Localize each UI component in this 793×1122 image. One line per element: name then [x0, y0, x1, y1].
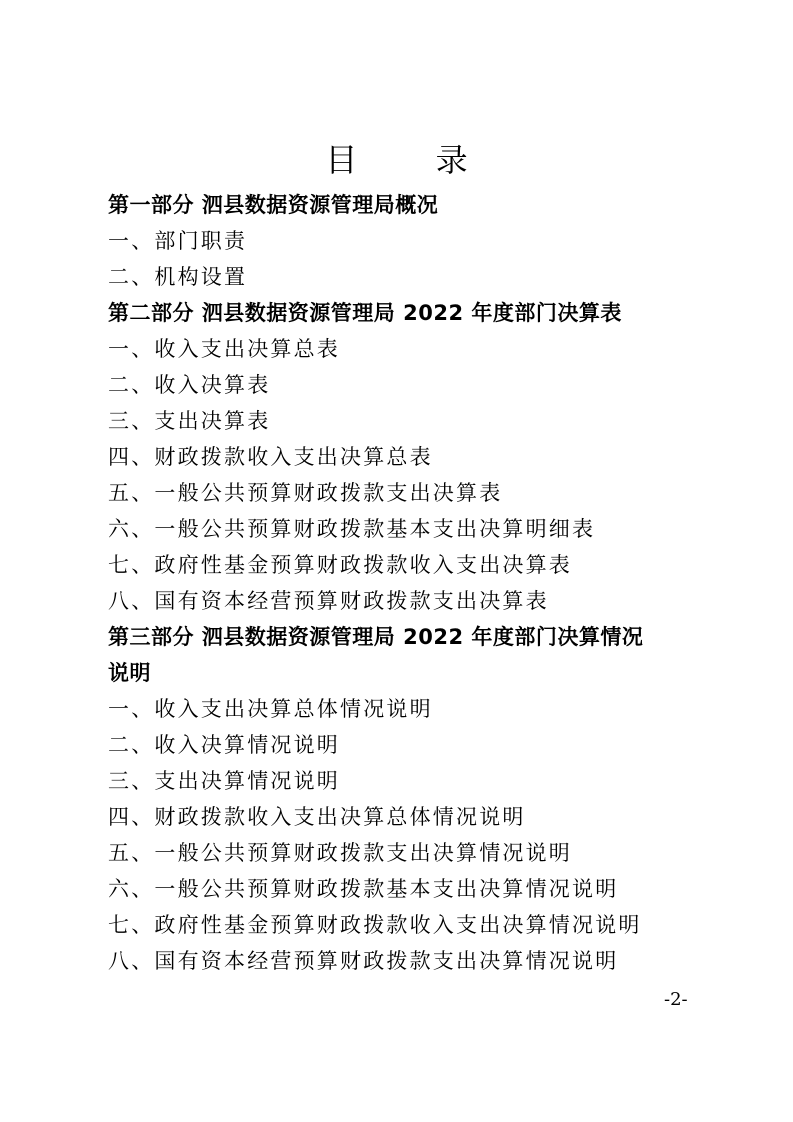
page-number: -2-	[664, 989, 688, 1010]
toc-section-heading: 第一部分 泗县数据资源管理局概况	[108, 193, 439, 217]
toc-entry: 七、政府性基金预算财政拨款收入支出决算表	[108, 553, 572, 577]
toc-entry: 四、财政拨款收入支出决算总体情况说明	[108, 805, 526, 829]
toc-entry: 一、部门职责	[108, 229, 248, 253]
toc-entry: 四、财政拨款收入支出决算总表	[108, 445, 433, 469]
toc-entry: 五、一般公共预算财政拨款支出决算表	[108, 481, 503, 505]
toc-section-heading: 第三部分 泗县数据资源管理局 2022 年度部门决算情况	[108, 625, 644, 649]
page-title: 目 录	[325, 141, 502, 179]
toc-entry: 八、国有资本经营预算财政拨款支出决算表	[108, 589, 549, 613]
toc-entry: 七、政府性基金预算财政拨款收入支出决算情况说明	[108, 913, 642, 937]
toc-entry: 二、收入决算表	[108, 373, 271, 397]
table-of-contents	[108, 187, 708, 979]
toc-entry: 三、支出决算表	[108, 409, 271, 433]
toc-entry: 六、一般公共预算财政拨款基本支出决算明细表	[108, 517, 596, 541]
toc-entry: 八、国有资本经营预算财政拨款支出决算情况说明	[108, 949, 619, 973]
toc-section-heading-continued: 说明	[108, 661, 151, 685]
toc-entry: 二、收入决算情况说明	[108, 733, 340, 757]
toc-entry: 六、一般公共预算财政拨款基本支出决算情况说明	[108, 877, 619, 901]
toc-entry: 五、一般公共预算财政拨款支出决算情况说明	[108, 841, 572, 865]
toc-entry: 二、机构设置	[108, 265, 248, 289]
toc-entry: 一、收入支出决算总体情况说明	[108, 697, 433, 721]
toc-section-heading: 第二部分 泗县数据资源管理局 2022 年度部门决算表	[108, 301, 622, 325]
toc-entry: 三、支出决算情况说明	[108, 769, 340, 793]
toc-entry: 一、收入支出决算总表	[108, 337, 340, 361]
